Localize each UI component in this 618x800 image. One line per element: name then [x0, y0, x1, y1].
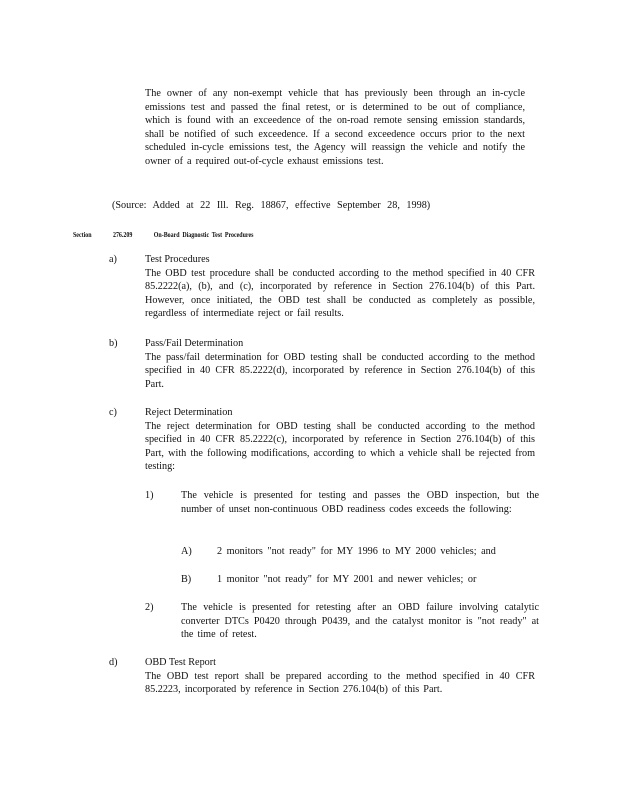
section-label: Section [73, 231, 92, 239]
sub-sub-item-text: 1 monitor "not ready" for MY 2001 and newer vehicles; or [217, 574, 477, 585]
sub-sub-item-marker: A) [181, 546, 192, 557]
subsection-text: The OBD test procedure shall be conducted according to the method specified in 40 CFR 85.2222(a), (b), and (c), incorporated by reference in Section 276.104(b) of this Part. However, once initiated, the OBD test shall be conducted as completely as possible, regardless of intermediate reject or fail results. [145, 267, 535, 320]
subsection-marker: b) [109, 338, 118, 349]
sub-sub-item-marker: B) [181, 574, 192, 585]
subsection-title: Test Procedures [145, 254, 210, 265]
subsection-title: Reject Determination [145, 407, 233, 418]
subsection-text: The OBD test report shall be prepared according to the method specified in 40 CFR 85.2223, incorporated by reference in Section 276.104(b) of this Part. [145, 670, 535, 696]
source-note: (Source: Added at 22 Ill. Reg. 18867, effective September 28, 1998) [112, 200, 431, 211]
subsection-text: The pass/fail determination for OBD testing shall be conducted according to the method specified in 40 CFR 85.2222(d), incorporated by reference in Section 276.104(b) of this Part. [145, 351, 535, 390]
subsection-marker: d) [109, 657, 118, 668]
section-number: 276.209 [112, 231, 133, 239]
subsection-title: Pass/Fail Determination [145, 338, 244, 349]
section-heading [73, 229, 272, 243]
sub-item-marker: 2) [145, 602, 154, 613]
subsection-marker: a) [109, 254, 117, 265]
sub-item-marker: 1) [145, 490, 154, 501]
sub-item-text: The vehicle is presented for retesting after an OBD failure involving catalytic converter DTCs P0420 through P0439, and the catalyst monitor is "not ready" at the time of retest. [181, 602, 539, 641]
intro-paragraph: The owner of any non-exempt vehicle that has previously been through an in-cycle emissions test and passed the final retest, or is determined to be out of compliance, which is found with an exceedence of the on-road remote sensing emission standards, shall be notified of such exceedence. If a second exceedence occurs prior to the next scheduled in-cycle emissions test, the Agency will reassign the vehicle and notify the owner of a required out-of-cycle exhaust emissions test. [145, 88, 525, 167]
subsection-marker: c) [109, 407, 117, 418]
sub-sub-item-text: 2 monitors "not ready" for MY 1996 to MY 2000 vehicles; and [217, 546, 496, 557]
subsection-text: The reject determination for OBD testing shall be conducted according to the method specified in 40 CFR 85.2222(c), incorporated by reference in Section 276.104(b) of this Part, with the following modifications, according to which a vehicle shall be rejected from testing: [145, 420, 535, 473]
section-title: On-Board Diagnostic Test Procedures [153, 231, 254, 239]
subsection-title: OBD Test Report [145, 657, 216, 668]
sub-item-text: The vehicle is presented for testing and passes the OBD inspection, but the number of unset non-continuous OBD readiness codes exceeds the following: [181, 490, 539, 515]
